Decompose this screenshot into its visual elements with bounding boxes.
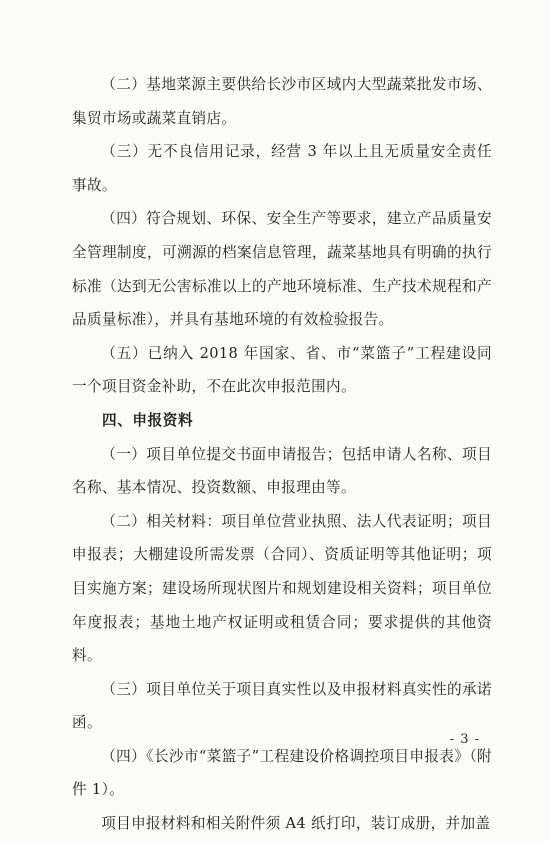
paragraph-requirement-4: （四）符合规划、环保、安全生产等要求，建立产品质量安全管理制度，可溯源的档案信息管理，蔬菜基地具有明确的执行标准（达到无公害标准以上的产地环境标准、生产技术规程和产品质量标准），并具有基地环境的有效检验报告。: [72, 210, 492, 329]
paragraph-material-2: （二）相关材料：项目单位营业执照、法人代表证明；项目申报表；大棚建设所需发票（合同）、资质证明等其他证明；项目实施方案；建设场所现状图片和规划建设相关资料；项目单位年度报表；基地土地产权证明或租赁合同；要求提供的其他资料。: [72, 512, 492, 665]
page-number: - 3 -: [449, 732, 480, 747]
paragraph-material-1: （一）项目单位提交书面申请报告；包括申请人名称、项目名称、基本情况、投资数额、申报理由等。: [72, 445, 492, 497]
section-heading-application-materials: 四、申报资料: [102, 411, 194, 429]
document-body: [72, 68, 492, 841]
paragraph-printing-note: 项目申报材料和相关附件须 A4 纸打印，装订成册，并加盖: [101, 815, 491, 833]
paragraph-material-4: （四）《长沙市“菜篮子”工程建设价格调控项目申报表》（附件 1）。: [72, 747, 492, 799]
paragraph-requirement-5: （五）已纳入 2018 年国家、省、市“菜篮子”工程建设同一个项目资金补助，不在此次申报范围内。: [72, 344, 492, 396]
paragraph-requirement-2: （二）基地菜源主要供给长沙市区域内大型蔬菜批发市场、集贸市场或蔬菜直销店。: [72, 76, 492, 127]
paragraph-material-3: （三）项目单位关于项目真实性以及申报材料真实性的承诺函。: [72, 680, 492, 732]
paragraph-requirement-3: （三）无不良信用记录，经营 3 年以上且无质量安全责任事故。: [72, 143, 492, 194]
